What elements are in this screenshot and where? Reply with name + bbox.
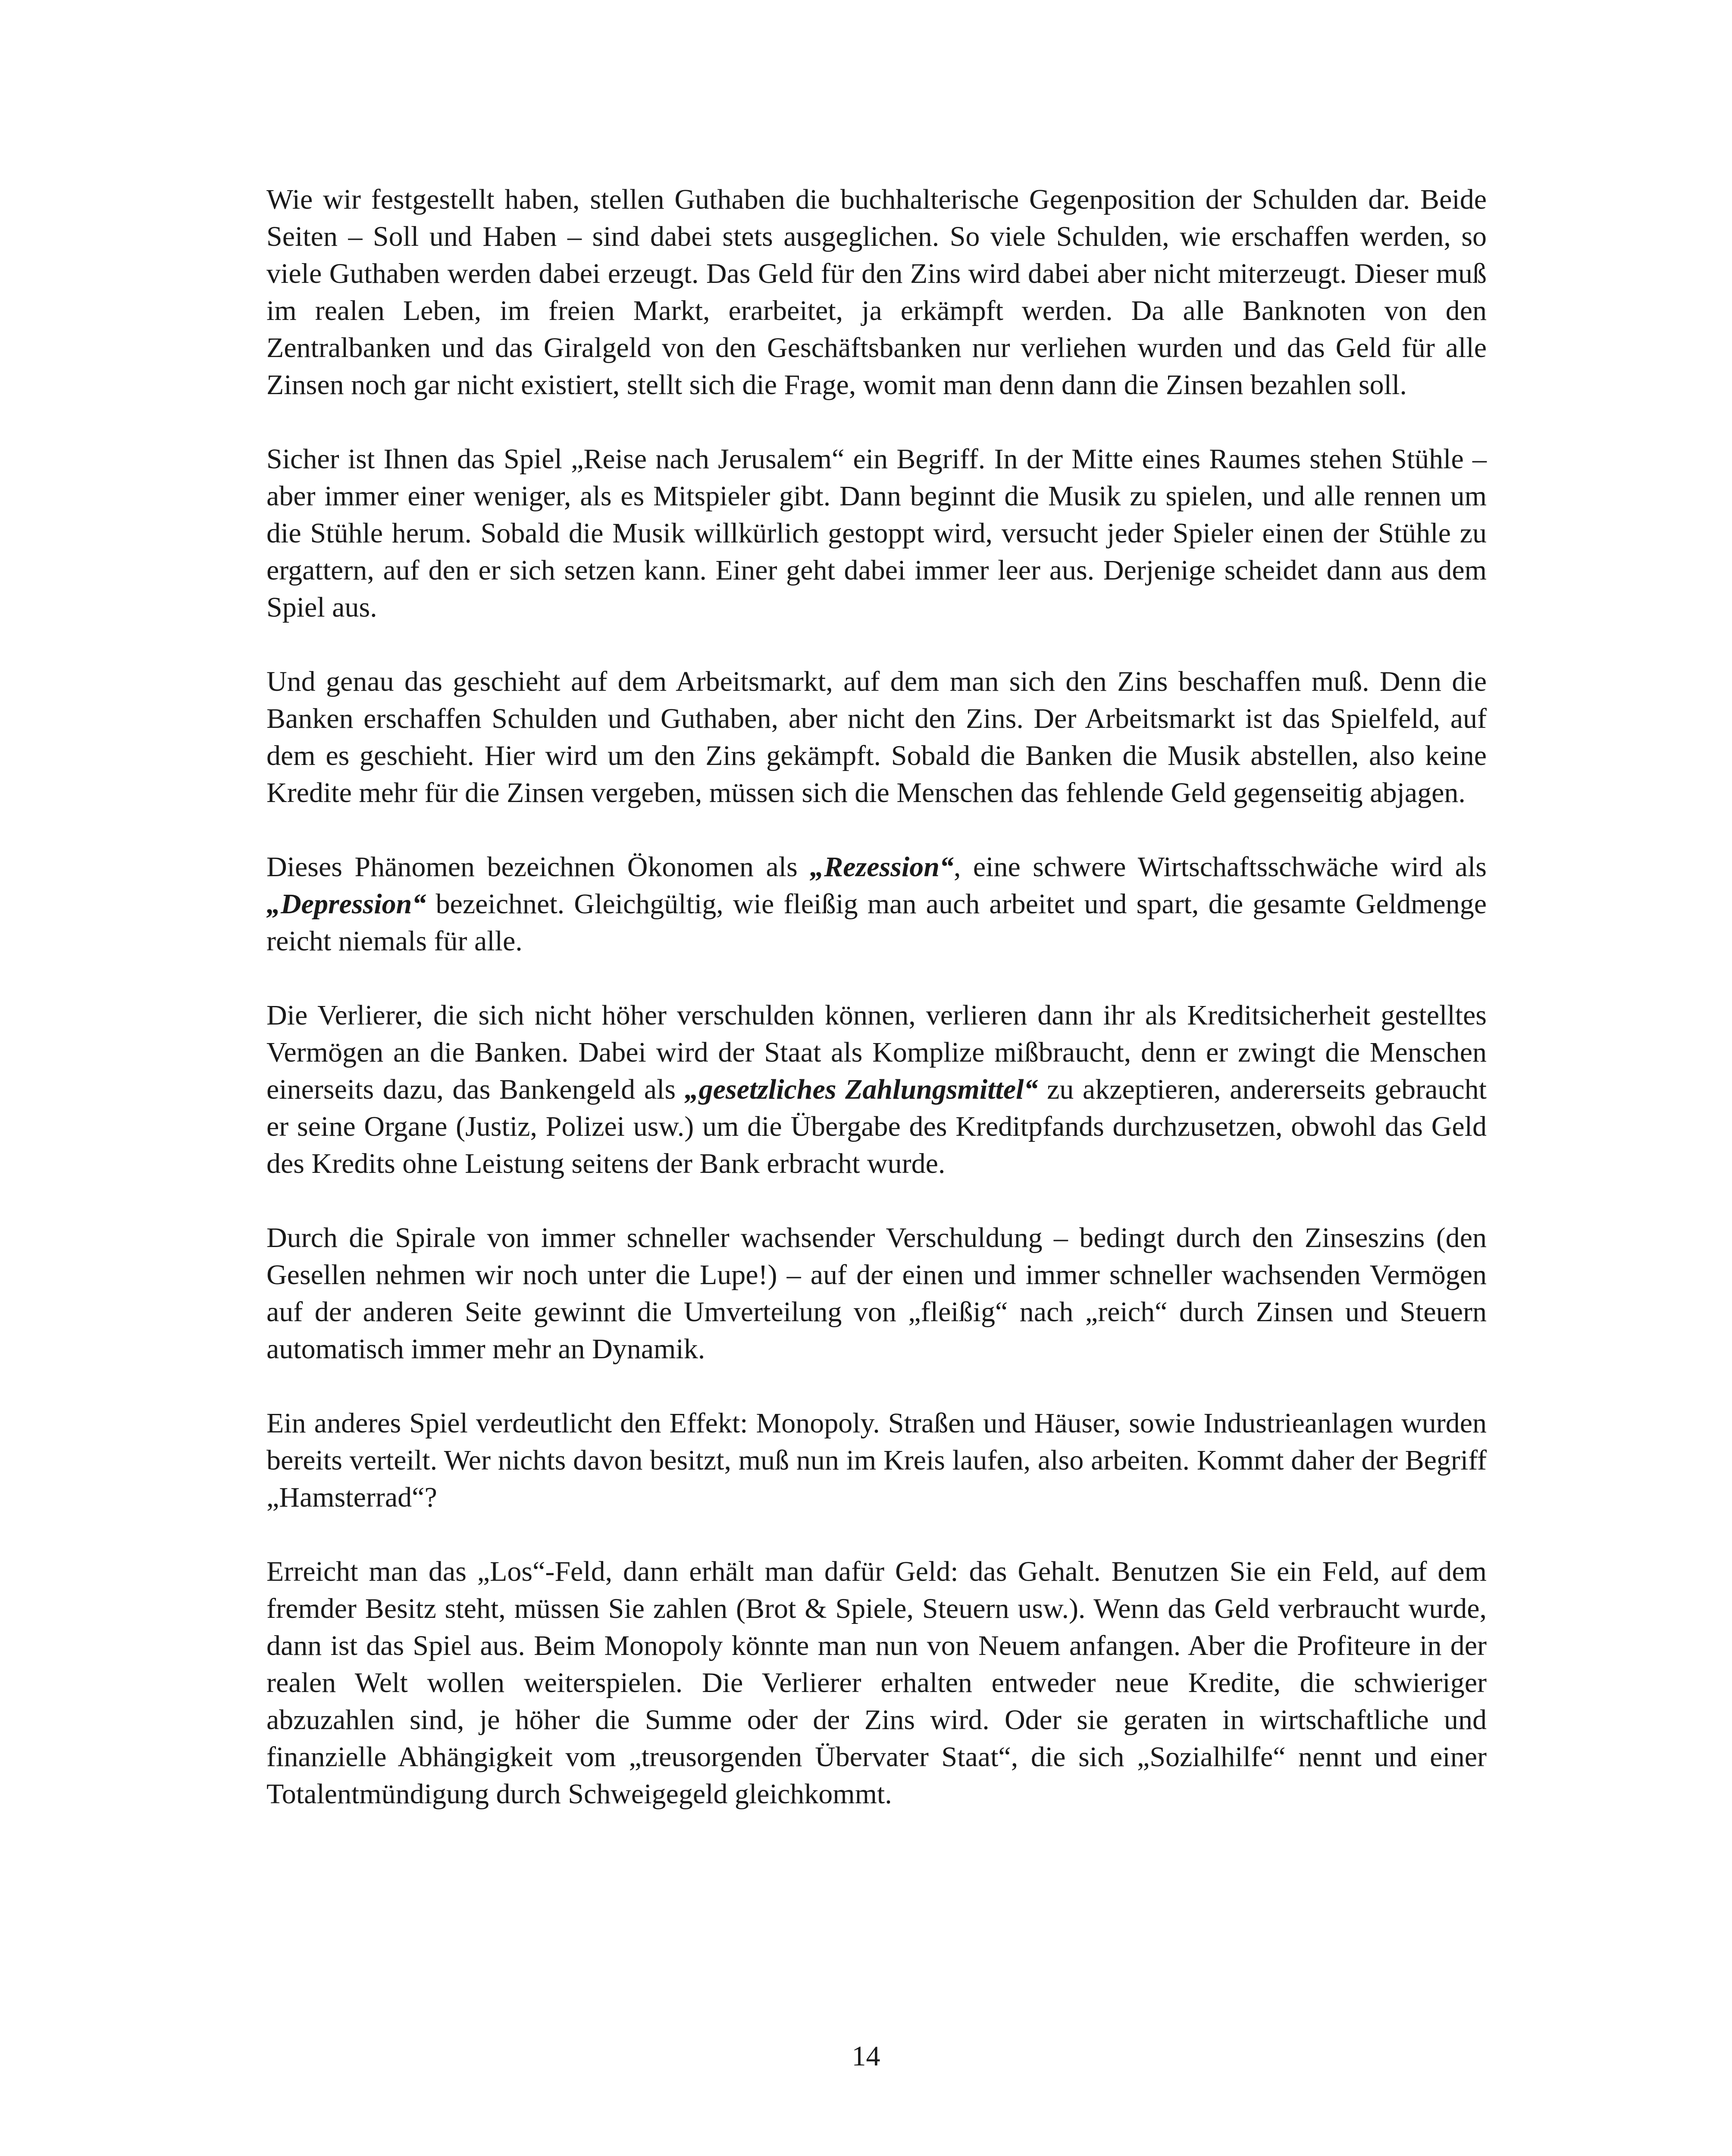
body-text	[266, 181, 1487, 1813]
paragraph-1	[266, 181, 1487, 404]
page-number: 14	[852, 2040, 880, 2072]
paragraph-7	[266, 1405, 1487, 1516]
paragraph-text: bezeichnet. Gleichgültig, wie fleißig man auch arbeitet und spart, die gesamte Geldmenge reicht niemals für alle.	[266, 888, 1487, 957]
paragraph-text: Dieses Phänomen bezeichnen Ökonomen als	[266, 851, 810, 883]
emphasized-term-depression: „Depression“	[266, 888, 426, 920]
paragraph-text: Erreicht man das „Los“-Feld, dann erhält man dafür Geld: das Gehalt. Benutzen Sie ein Feld, auf dem fremder Besitz steht, müssen Sie zahlen (Brot & Spiele, Steuern usw.). Wenn das Geld verbraucht wurde, dann ist das Spiel aus. Beim Monopoly könnte man nun von Neuem anfangen. Aber die Profiteure in der realen Welt wollen weiterspielen. Die Verlierer erhalten entweder neue Kredite, die schwieriger abzuzahlen sind, je höher die Summe oder der Zins wird. Oder sie geraten in wirtschaftliche und finanzielle Abhängigkeit vom „treusorgenden Übervater Staat“, die sich „Sozialhilfe“ nennt und einer Totalentmündigung durch Schweigegeld gleichkommt.	[266, 1556, 1487, 1810]
paragraph-text: Und genau das geschieht auf dem Arbeitsmarkt, auf dem man sich den Zins beschaffen muß. Denn die Banken erschaffen Schulden und Guthaben, aber nicht den Zins. Der Arbeitsmarkt ist das Spielfeld, auf dem es geschieht. Hier wird um den Zins gekämpft. Sobald die Banken die Musik abstellen, also keine Kredite mehr für die Zinsen vergeben, müssen sich die Menschen das fehlende Geld gegenseitig abjagen.	[266, 666, 1487, 808]
paragraph-2	[266, 441, 1487, 626]
emphasized-term-zahlungsmittel: „gesetzliches Zahlungsmittel“	[684, 1074, 1038, 1105]
paragraph-text: Sicher ist Ihnen das Spiel „Reise nach Jerusalem“ ein Begriff. In der Mitte eines Raumes stehen Stühle – aber immer einer weniger, als es Mitspieler gibt. Dann beginnt die Musik zu spielen, und alle rennen um die Stühle herum. Sobald die Musik willkürlich gestoppt wird, versucht jeder Spieler einen der Stühle zu ergattern, auf den er sich setzen kann. Einer geht dabei immer leer aus. Derjenige scheidet dann aus dem Spiel aus.	[266, 443, 1487, 623]
paragraph-text: Wie wir festgestellt haben, stellen Guthaben die buchhalterische Gegenposition der Schulden dar. Beide Seiten – Soll und Haben – sind dabei stets ausgeglichen. So viele Schulden, wie erschaffen werden, so viele Guthaben werden dabei erzeugt. Das Geld für den Zins wird dabei aber nicht miterzeugt. Dieser muß im realen Leben, im freien Markt, erarbeitet, ja erkämpft werden. Da alle Banknoten von den Zentralbanken und das Giralgeld von den Geschäftsbanken nur verliehen wurden und das Geld für alle Zinsen noch gar nicht existiert, stellt sich die Frage, womit man denn dann die Zinsen bezahlen soll.	[266, 184, 1487, 401]
paragraph-4	[266, 849, 1487, 960]
paragraph-text: Die Verlierer, die sich nicht höher verschulden können, verlieren dann ihr als Kreditsicherheit gestelltes Vermögen an die Banken. Dabei wird der Staat als Komplize mißbraucht, denn er zwingt die Menschen einerseits dazu, das Bankengeld als	[266, 1000, 1487, 1105]
paragraph-text: zu akzeptieren, andererseits gebraucht er seine Organe (Justiz, Polizei usw.) um die Übergabe des Kreditpfands durchzusetzen, obwohl das Geld des Kredits ohne Leistung seitens der Bank erbracht wurde.	[266, 1074, 1487, 1179]
paragraph-6	[266, 1219, 1487, 1368]
paragraph-8	[266, 1553, 1487, 1813]
emphasized-term-rezession: „Rezession“	[810, 851, 954, 883]
paragraph-text: Durch die Spirale von immer schneller wachsender Verschuldung – bedingt durch den Zinseszins (den Gesellen nehmen wir noch unter die Lupe!) – auf der einen und immer schneller wachsenden Vermögen auf der anderen Seite gewinnt die Umverteilung von „fleißig“ nach „reich“ durch Zinsen und Steuern automatisch immer mehr an Dynamik.	[266, 1222, 1487, 1365]
paragraph-5	[266, 997, 1487, 1182]
paragraph-3	[266, 663, 1487, 812]
paragraph-text: Ein anderes Spiel verdeutlicht den Effekt: Monopoly. Straßen und Häuser, sowie Industrieanlagen wurden bereits verteilt. Wer nichts davon besitzt, muß nun im Kreis laufen, also arbeiten. Kommt daher der Begriff „Hamsterrad“?	[266, 1407, 1487, 1513]
paragraph-text: , eine schwere Wirtschaftsschwäche wird als	[953, 851, 1487, 883]
